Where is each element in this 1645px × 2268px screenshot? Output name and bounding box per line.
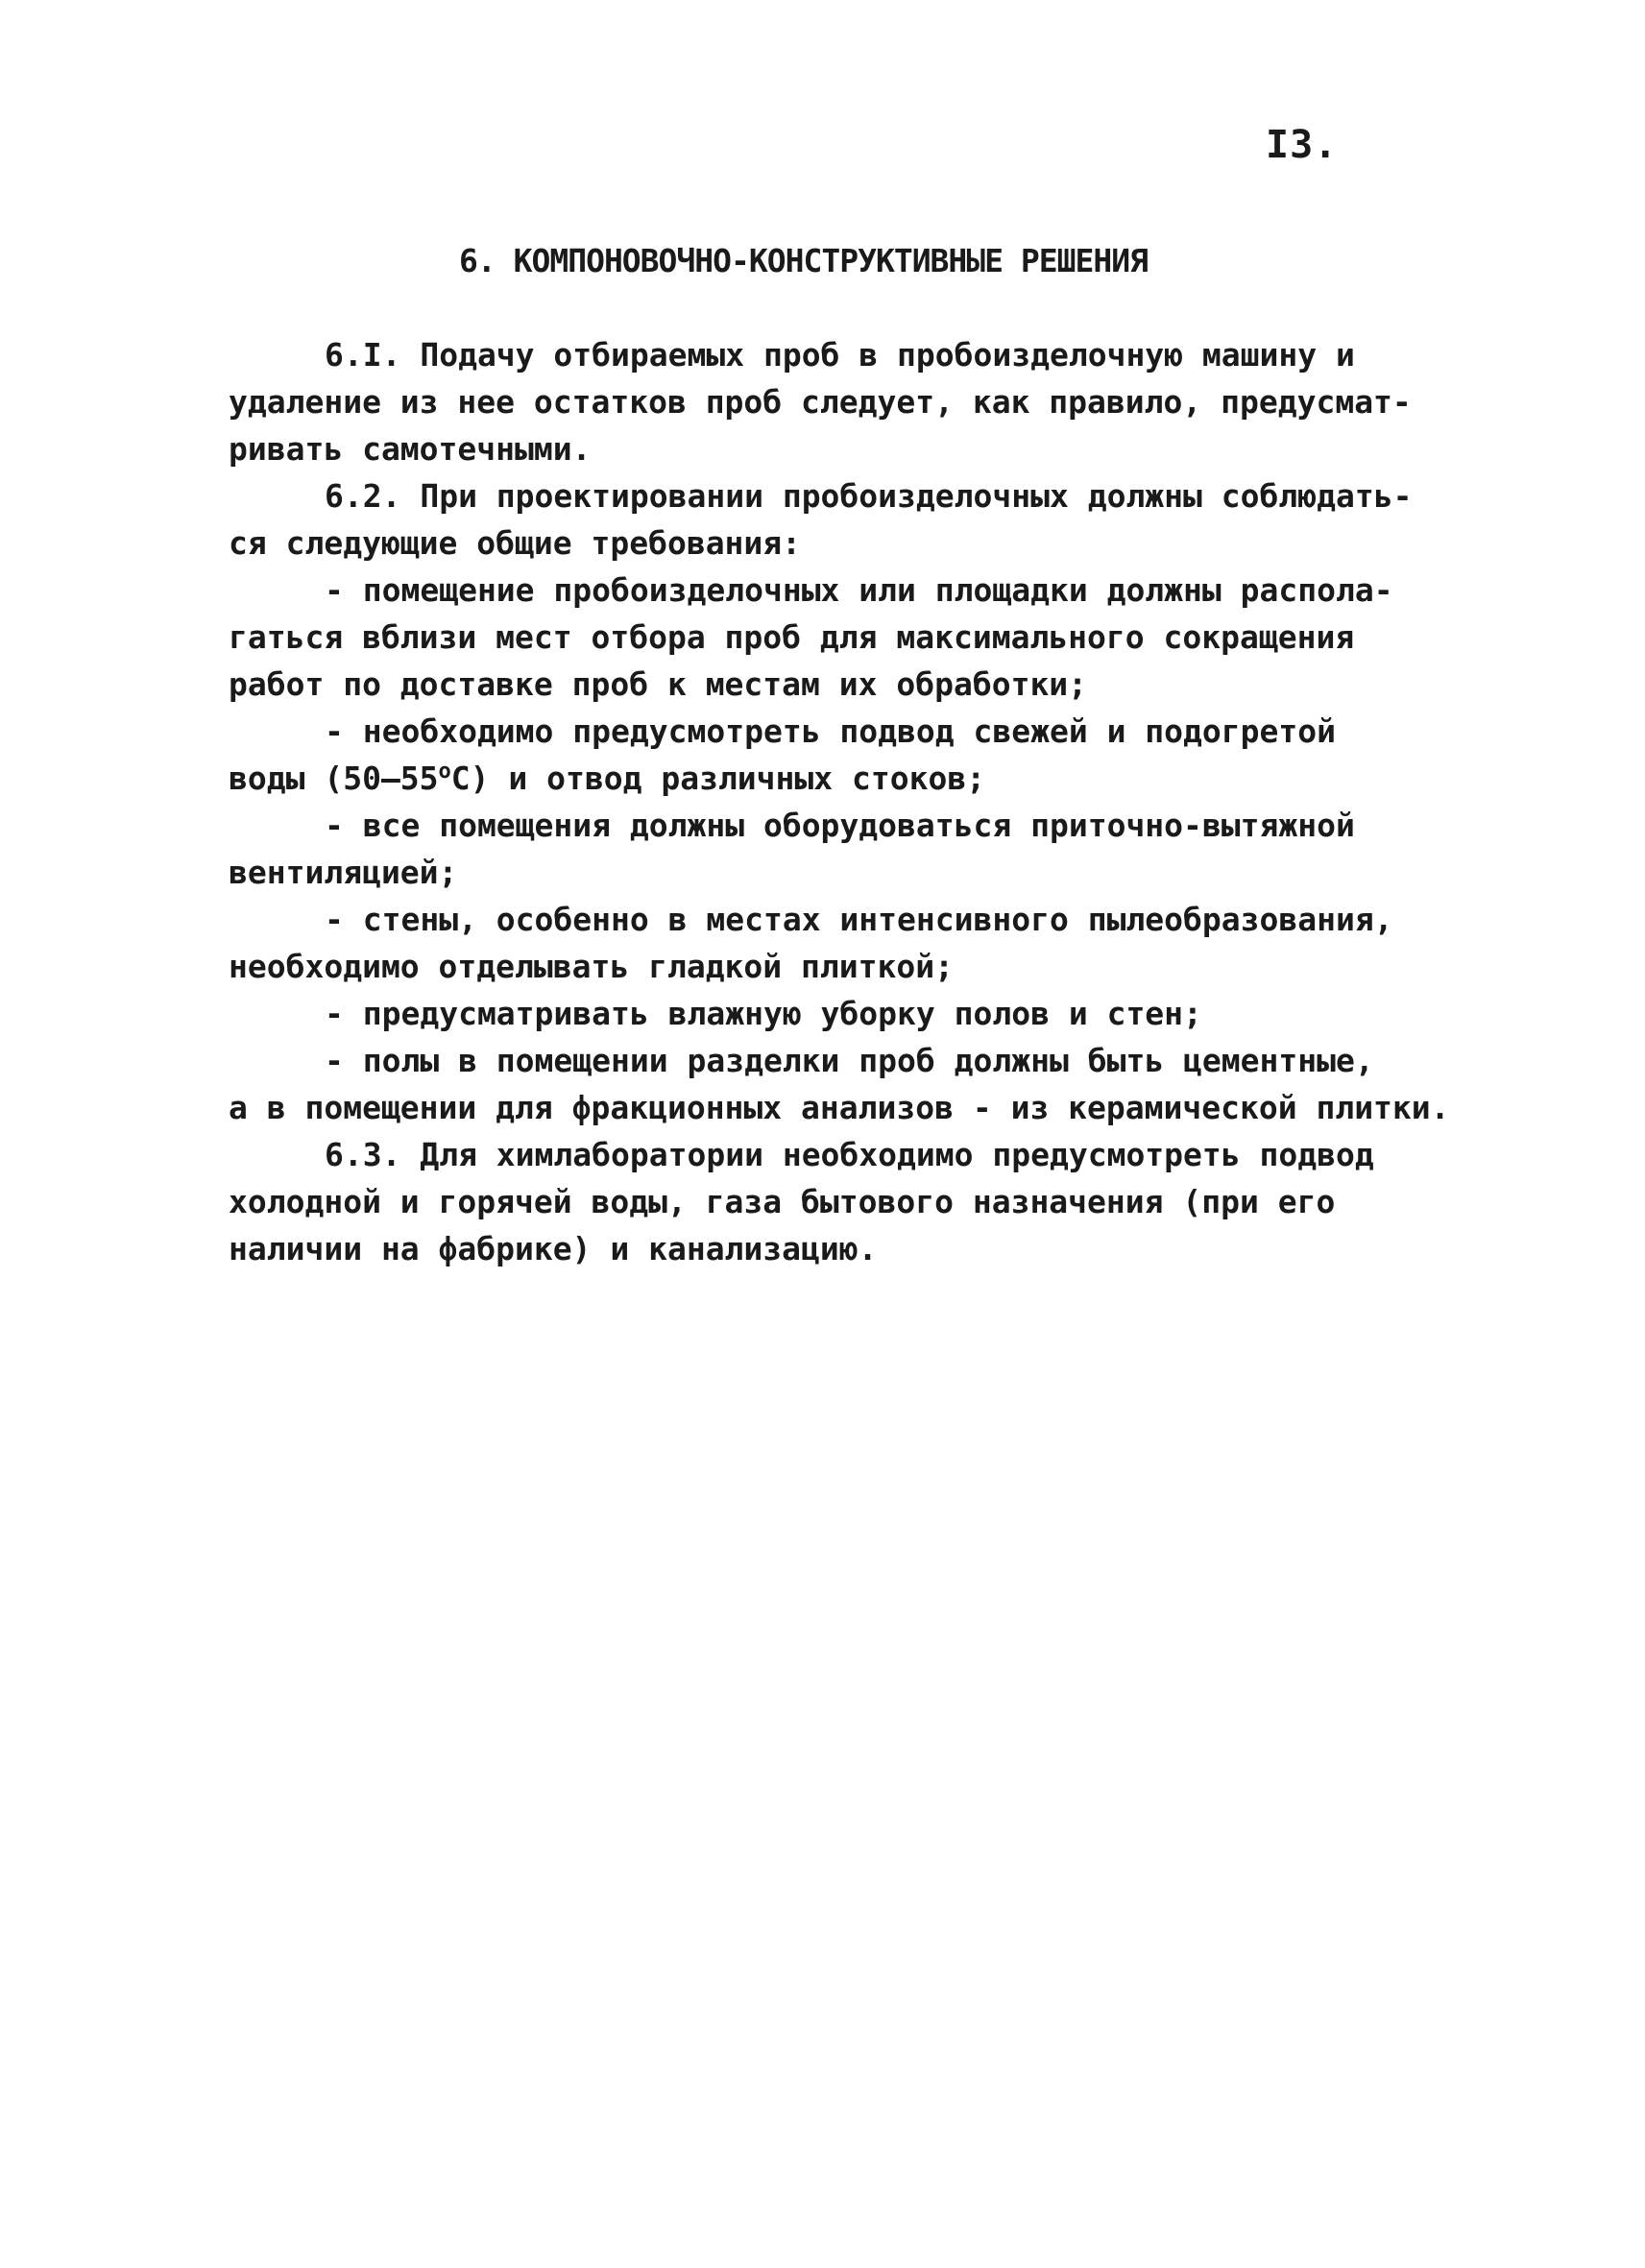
degree-superscript: o	[438, 760, 451, 784]
list-item-line: - полы в помещении разделки проб должны быть цементные,	[325, 1042, 1374, 1079]
page-number: I3.	[1266, 123, 1339, 167]
paragraph-line: ривать самотечными.	[229, 430, 592, 468]
list-item-line: - необходимо предусмотреть подвод свежей и подогретой	[325, 712, 1336, 750]
paragraph-line: 6.3. Для химлаборатории необходимо предусмотреть подвод	[325, 1136, 1374, 1173]
section-title: 6. КОМПОНОВОЧНО-КОНСТРУКТИВНЫЕ РЕШЕНИЯ	[459, 242, 1148, 279]
line-text-after: С) и отвод различных стоков;	[450, 760, 986, 797]
paragraph-line	[229, 755, 1458, 802]
paragraph-line: гаться вблизи мест отбора проб для максимального сокращения	[229, 618, 1355, 656]
list-item-line: - все помещения должны оборудоваться приточно-вытяжной	[325, 807, 1355, 844]
paragraph-line: удаление из нее остатков проб следует, как правило, предусмат-	[229, 383, 1412, 421]
paragraph-line: необходимо отделывать гладкой плиткой;	[229, 948, 954, 985]
list-item-line: - помещение пробоизделочных или площадки должны распола-	[325, 571, 1393, 609]
paragraph-line: наличии на фабрике) и канализацию.	[229, 1230, 878, 1267]
list-item-line: - предусматривать влажную уборку полов и стен;	[325, 995, 1202, 1032]
line-text-before: воды (50–55	[229, 760, 439, 797]
paragraph-line: а в помещении для фракционных анализов - из керамической плитки.	[229, 1089, 1450, 1126]
paragraph-line: 6.I. Подачу отбираемых проб в пробоизделочную машину и	[325, 336, 1355, 374]
list-item-line: - стены, особенно в местах интенсивного пылеобразования,	[325, 901, 1393, 938]
section-body	[229, 331, 1458, 1272]
paragraph-line: вентиляцией;	[229, 854, 458, 891]
paragraph-line: работ по доставке проб к местам их обработки;	[229, 665, 1088, 703]
paragraph-line: 6.2. При проектировании пробоизделочных должны соблюдать-	[325, 477, 1413, 515]
paragraph-line: ся следующие общие требования:	[229, 524, 802, 562]
paragraph-line: холодной и горячей воды, газа бытового назначения (при его	[229, 1183, 1336, 1220]
